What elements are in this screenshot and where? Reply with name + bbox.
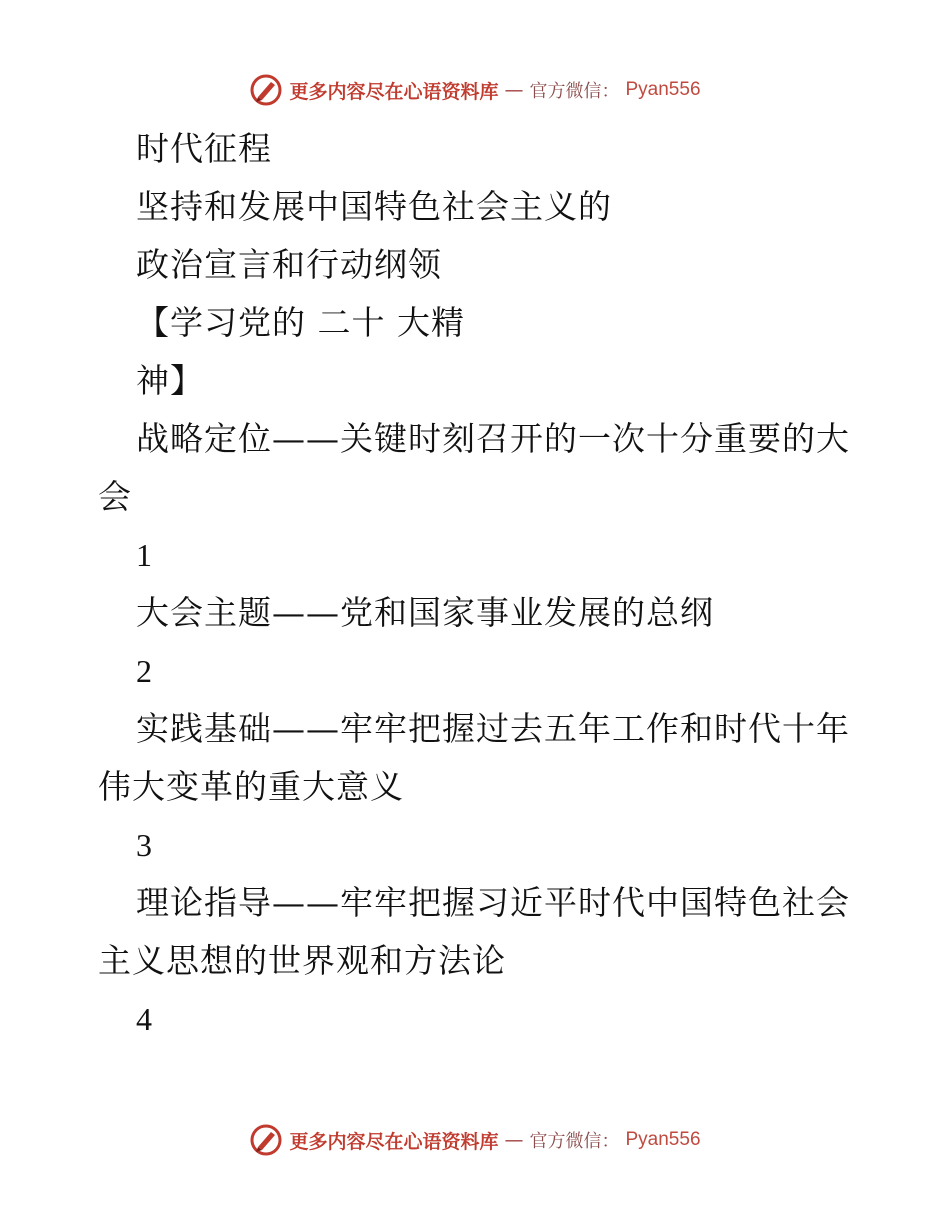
footer-wechat-id: Pyan556 [625, 1129, 701, 1150]
section-heading-4: 理论指导——牢牢把握习近平时代中国特色社会 [136, 883, 850, 922]
header-watermark [0, 70, 950, 110]
section-heading-3: 实践基础——牢牢把握过去五年工作和时代十年 [136, 709, 850, 748]
title-line-3: 政治宣言和行动纲领 [136, 245, 442, 284]
section-number-1: 1 [136, 537, 153, 573]
pen-logo-icon [249, 73, 283, 107]
section-number-4: 4 [136, 1001, 153, 1037]
section-heading-3-cont: 伟大变革的重大意义 [98, 767, 404, 806]
title-line-2: 坚持和发展中国特色社会主义的 [136, 187, 612, 226]
document-body [98, 120, 858, 1048]
header-site-text: 更多内容尽在心语资料库 [289, 80, 499, 103]
section-number-3: 3 [136, 827, 153, 863]
footer-separator: — [504, 1129, 524, 1151]
section-heading-2: 大会主题——党和国家事业发展的总纲 [136, 593, 714, 632]
section-heading-1: 战略定位——关键时刻召开的一次十分重要的大 [136, 419, 850, 458]
series-line-1: 【学习党的 二十 大精 [136, 303, 465, 342]
header-wechat-id: Pyan556 [625, 79, 701, 100]
header-separator: — [504, 79, 524, 101]
section-heading-1-cont: 会 [98, 477, 132, 516]
section-number-2: 2 [136, 653, 153, 689]
footer-site-text: 更多内容尽在心语资料库 [289, 1130, 499, 1153]
footer-watermark [0, 1120, 950, 1160]
title-line-1: 时代征程 [136, 129, 272, 168]
footer-wechat-label: 官方微信： [529, 1131, 620, 1152]
series-line-2: 神】 [136, 361, 204, 400]
section-heading-4-cont: 主义思想的世界观和方法论 [98, 941, 506, 980]
pen-logo-icon [249, 1123, 283, 1157]
header-wechat-label: 官方微信： [529, 81, 620, 102]
